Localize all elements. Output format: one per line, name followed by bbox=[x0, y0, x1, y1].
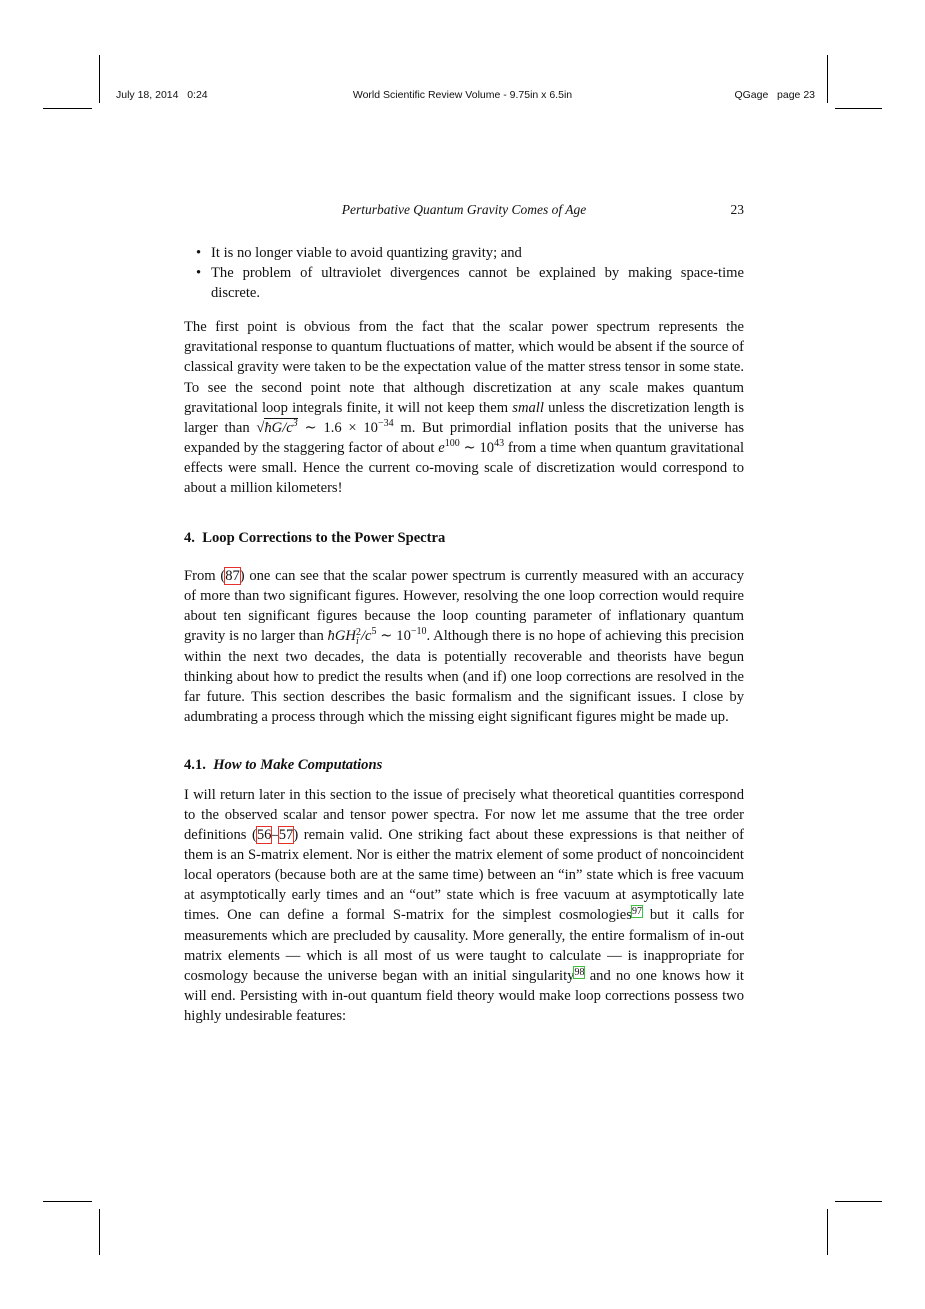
list-item bbox=[184, 263, 744, 303]
list-item-text: The problem of ultraviolet divergences cannot be explained by making space-time discrete. bbox=[211, 265, 744, 302]
crop-mark-bottom-right-horizontal bbox=[835, 1201, 882, 1202]
text-run: From ( bbox=[184, 568, 226, 585]
page-body bbox=[184, 243, 744, 1026]
text-run: – bbox=[271, 827, 279, 844]
sqrt-sign: √ bbox=[256, 419, 265, 436]
text-run: ) one can see that the scalar power spectrum is currently measured with an accuracy of more than two significant figures. However, resolving the one loop correction would require about ten significant figures because the loop counting parameter of inflationary quantum gravity is no larger than bbox=[184, 568, 744, 645]
page-number: 23 bbox=[730, 202, 744, 217]
section-heading-4 bbox=[184, 528, 744, 548]
math-e: e bbox=[438, 439, 445, 456]
text-run: and no one knows how it will end. Persisting with in-out quantum field theory would make loop corrections possess two highly undesirable features: bbox=[184, 967, 744, 1024]
citation-link[interactable]: 97 bbox=[631, 906, 642, 918]
slug-book-title: World Scientific Review Volume - 9.75in x 6.5in bbox=[352, 89, 573, 101]
crop-mark-bottom-right-vertical bbox=[827, 1209, 828, 1255]
crop-mark-bottom-left-vertical bbox=[99, 1209, 100, 1255]
section-number: 4. bbox=[184, 530, 195, 547]
exponent: −34 bbox=[377, 417, 394, 429]
slug-date: July 18, 2014 0:24 bbox=[116, 89, 208, 101]
text-run: but it calls for measurements which are precluded by causality. More generally, the entire formalism of in-out matrix elements — which is all most of us were taught to calculate — is inappropriate for cosmology because the universe began with an initial singularity bbox=[184, 907, 744, 984]
exponent: −10 bbox=[410, 626, 427, 638]
slug-page-label: QGage page 23 bbox=[734, 89, 815, 101]
text-run: ) remain valid. One striking fact about these expressions is that neither of them is an S-matrix element. Nor is either the matrix element of some product of noncoincident local operators (because both are at the same time) between an “in” state which is free vacuum at asymptotically early times and an “out” state which is free vacuum at asymptotically late times. One can define a formal S-matrix for the simplest cosmologies bbox=[184, 827, 744, 924]
emphasis-small: small bbox=[512, 399, 544, 416]
running-title: Perturbative Quantum Gravity Comes of Age bbox=[341, 202, 587, 217]
sqrt-exponent: 3 bbox=[292, 417, 298, 429]
citation-link[interactable]: 98 bbox=[574, 966, 585, 978]
equation-ref-link[interactable]: 87 bbox=[225, 568, 240, 585]
text-run: m. But primordial inflation posits that the universe has expanded by the staggering factor of about bbox=[184, 419, 745, 456]
paragraph-computations bbox=[184, 785, 744, 1026]
bullet-list bbox=[184, 243, 744, 303]
crop-mark-top-right-horizontal bbox=[835, 108, 882, 109]
equation-ref-link[interactable]: 56 bbox=[256, 827, 272, 844]
bullet-icon: • bbox=[196, 265, 202, 282]
section-title: Loop Corrections to the Power Spectra bbox=[202, 530, 446, 547]
exponent: 5 bbox=[371, 626, 377, 638]
text-run: ∼ 10 bbox=[459, 439, 495, 456]
math-c: /c bbox=[360, 628, 372, 645]
equation-ref-link[interactable]: 57 bbox=[278, 827, 294, 844]
exponent: 43 bbox=[494, 437, 505, 449]
sqrt-text: ħG/c bbox=[264, 419, 293, 436]
text-run: ∼ 10 bbox=[376, 628, 411, 645]
text-run: ∼ 1.6 × 10 bbox=[297, 419, 378, 436]
subscript: i bbox=[355, 636, 359, 648]
subsection-heading-4-1 bbox=[184, 755, 744, 775]
exponent: 100 bbox=[444, 437, 460, 449]
bullet-icon: • bbox=[196, 245, 202, 261]
list-item bbox=[184, 243, 744, 263]
text-run: . Although there is no hope of achieving this precision within the next two decades, the data is potentially recoverable and theorists have begun thinking about how to predict the results when (and if) one loop corrections are resolved in the far future. This section describes the basic formalism and the significant issues. I close by adumbrating a process through which the missing eight significant figures might be made up. bbox=[184, 628, 745, 725]
paragraph-loop-corrections bbox=[184, 566, 744, 727]
paragraph-discretization bbox=[184, 317, 744, 498]
superscript: 2 bbox=[355, 627, 361, 639]
text-run: I will return later in this section to the issue of precisely what theoretical quantities correspond to the observed scalar and tensor power spectra. For now let me assume that the tree order definitions ( bbox=[184, 786, 744, 844]
math-sqrt bbox=[256, 418, 297, 436]
text-run: unless the discretization length is larger than bbox=[184, 399, 745, 436]
subsection-title: How to Make Computations bbox=[213, 756, 383, 773]
sqrt-body bbox=[264, 418, 297, 436]
math-hbarG: ħGH bbox=[327, 628, 356, 645]
text-run: The first point is obvious from the fact that the scalar power spectrum represents the gravitational response to quantum fluctuations of matter, which would be absent if the source of classical gravity were taken to be the expectation value of the matter stress tensor in some state. To see the second point note that although discretization at any scale makes quantum gravitational loop integrals finite, it will not keep them bbox=[184, 319, 744, 416]
text-run: from a time when quantum gravitational effects were small. Hence the current co-moving scale of discretization would correspond to about a million kilometers! bbox=[184, 439, 745, 497]
crop-mark-bottom-left-horizontal bbox=[43, 1201, 92, 1202]
crop-mark-top-left-horizontal bbox=[43, 108, 92, 109]
list-item-text: It is no longer viable to avoid quantizing gravity; and bbox=[211, 245, 522, 261]
running-header bbox=[184, 202, 744, 220]
subsection-number: 4.1. bbox=[184, 756, 206, 773]
